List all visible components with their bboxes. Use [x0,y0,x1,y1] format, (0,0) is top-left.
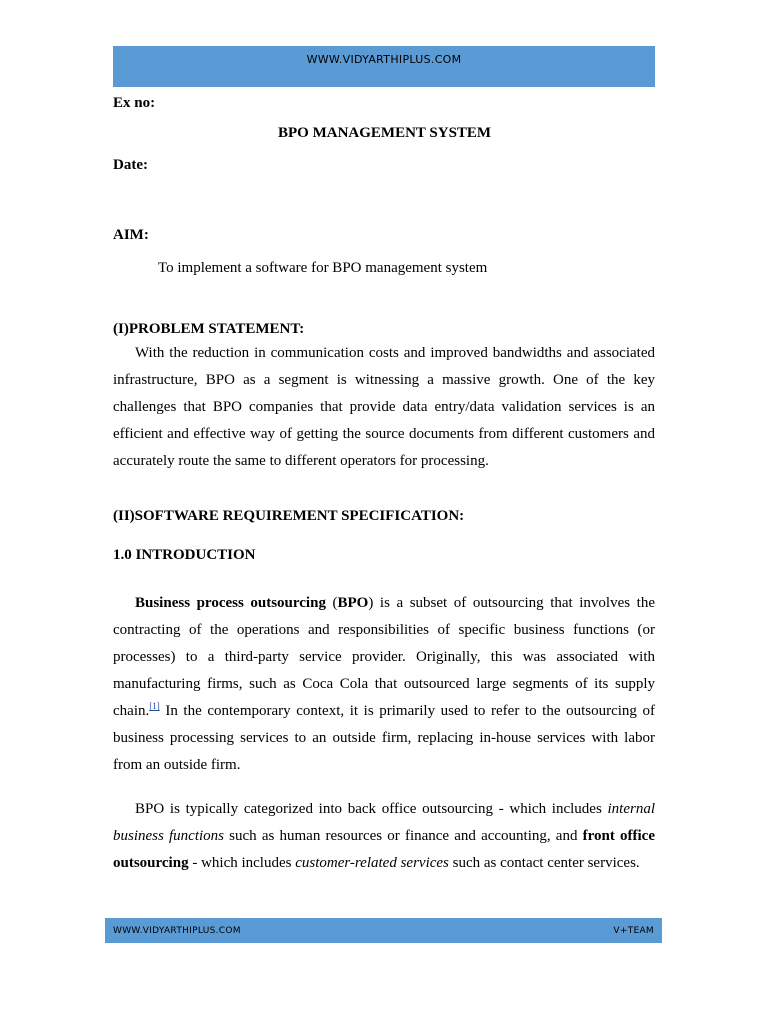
p2-italic-1: internal business functions [113,801,655,844]
bpo-term: Business process outsourcing [135,595,326,611]
document-title: BPO MANAGEMENT SYSTEM [278,125,492,141]
bpo-abbr: BPO [337,595,369,611]
p2-text-2: such as human resources or finance and accounting, and [224,828,583,844]
date-label: Date: [113,157,148,173]
p2-italic-2: customer-related services [295,855,449,871]
open-paren: ( [325,595,338,611]
ex-no-label: Ex no: [113,95,156,111]
intro-text-2: In the contemporary context, it is primarily used to refer to the outsourcing of business processing services to an outside firm, replacing in-house services with labor from an outside firm. [113,703,655,773]
problem-paragraph [113,340,655,475]
footer-bar [105,918,662,943]
p2-bold-1: front office outsourcing [113,828,655,871]
footer-team: V+TEAM [613,925,654,936]
p2-text-4: such as contact center services. [448,855,640,871]
srs-heading: (II)SOFTWARE REQUIREMENT SPECIFICATION: [113,508,465,524]
intro-text-1: ) is a subset of outsourcing that involves the contracting of the operations and responsibilities of specific business functions (or processes) to a third-party service provider. Originally, this was associated with manufacturing firms, such as Coca Cola that outsourced large segments of its supply chain. [113,595,655,719]
problem-heading: (I)PROBLEM STATEMENT: [113,321,305,337]
header-site-link[interactable]: WWW.VIDYARTHIPLUS.COM [306,53,462,66]
intro-paragraph-1 [113,590,655,779]
header-bar [113,46,655,87]
reference-link[interactable]: [1] [149,701,160,711]
intro-heading: 1.0 INTRODUCTION [113,547,256,563]
intro-paragraph-2 [113,796,655,877]
p2-text-1: BPO is typically categorized into back office outsourcing - which includes [135,801,608,817]
p2-text-3: - which includes [188,855,296,871]
aim-text: To implement a software for BPO management system [158,260,488,276]
footer-site-link[interactable]: WWW.VIDYARTHIPLUS.COM [113,925,241,936]
aim-heading: AIM: [113,227,149,243]
problem-text: With the reduction in communication costs and improved bandwidths and associated infrastructure, BPO as a segment is witnessing a massive growth. One of the key challenges that BPO companies that provide data entry/data validation services is an efficient and effective way of getting the source documents from different customers and accurately route the same to different operators for processing. [113,345,655,469]
